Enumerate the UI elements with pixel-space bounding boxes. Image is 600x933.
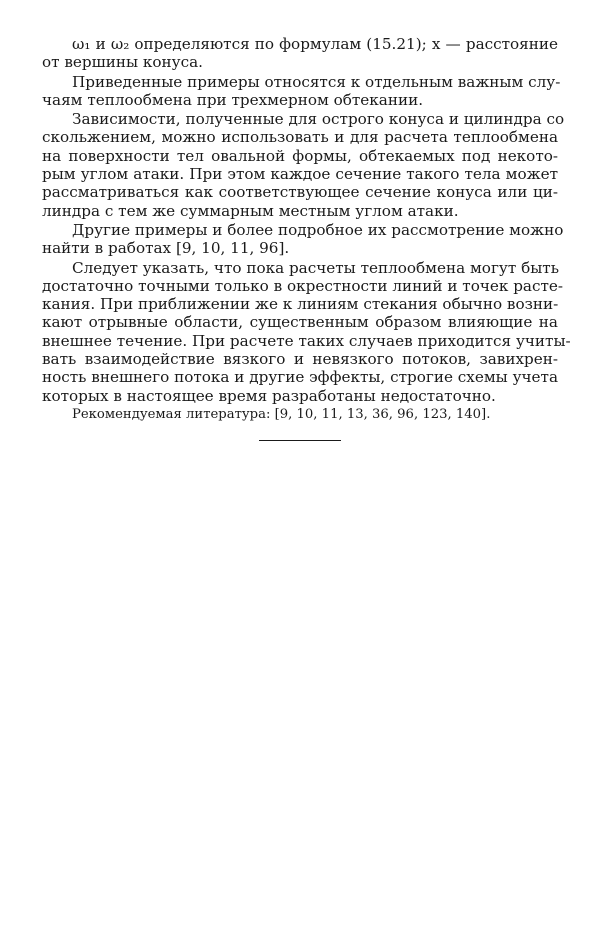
paragraph-limitations (42, 258, 571, 405)
references-line: Рекомендуемая литература: [9, 10, 11, 13, 36, 96, 123, 140]. (72, 406, 491, 422)
text-line: на поверхности тел овальной формы, обтекаемых под некото- (42, 146, 558, 165)
text-line: достаточно точными только в окрестности линий и точек расте- (42, 276, 563, 295)
paragraph-dependencies (42, 110, 565, 220)
text-line: Зависимости, полученные для острого конуса и цилиндра со (72, 110, 565, 129)
text-line: Следует указать, что пока расчеты теплообмена могут быть (72, 258, 559, 277)
page-text (42, 35, 571, 425)
text-line: кания. При приближении же к линиям стекания обычно возни- (42, 295, 559, 314)
section-end-rule (259, 440, 341, 441)
text-line: рым углом атаки. При этом каждое сечение такого тела может (42, 165, 558, 184)
paragraph-examples-note (42, 72, 561, 110)
recommended-literature (42, 406, 558, 424)
text-line: которых в настоящее время разработаны недостаточно. (42, 386, 496, 405)
text-line: Другие примеры и более подробное их рассмотрение можно (72, 220, 564, 239)
text-line: чаям теплообмена при трехмерном обтекании. (42, 90, 424, 109)
text-line: ω₁ и ω₂ определяются по формулам (15.21); x — расстояние (72, 35, 558, 53)
text-line: ность внешнего потока и другие эффекты, строгие схемы учета (42, 368, 558, 387)
paragraph-omega-definition (42, 35, 558, 72)
text-line: внешнее течение. При расчете таких случаев приходится учиты- (42, 331, 571, 350)
text-line: рассматриваться как соответствующее сечение конуса или ци- (42, 183, 558, 202)
text-line: кают отрывные области, существенным образом влияющие на (42, 313, 558, 332)
text-line: скольжением, можно использовать и для расчета теплообмена (42, 128, 558, 147)
text-line: от вершины конуса. (42, 53, 203, 72)
text-line: линдра с тем же суммарным местным углом атаки. (42, 201, 459, 220)
text-line: вать взаимодействие вязкого и невязкого потоков, завихрен- (42, 350, 558, 369)
paragraph-other-examples (42, 220, 564, 258)
text-line: Приведенные примеры относятся к отдельным важным слу- (72, 72, 561, 91)
text-line: найти в работах [9, 10, 11, 96]. (42, 239, 290, 258)
